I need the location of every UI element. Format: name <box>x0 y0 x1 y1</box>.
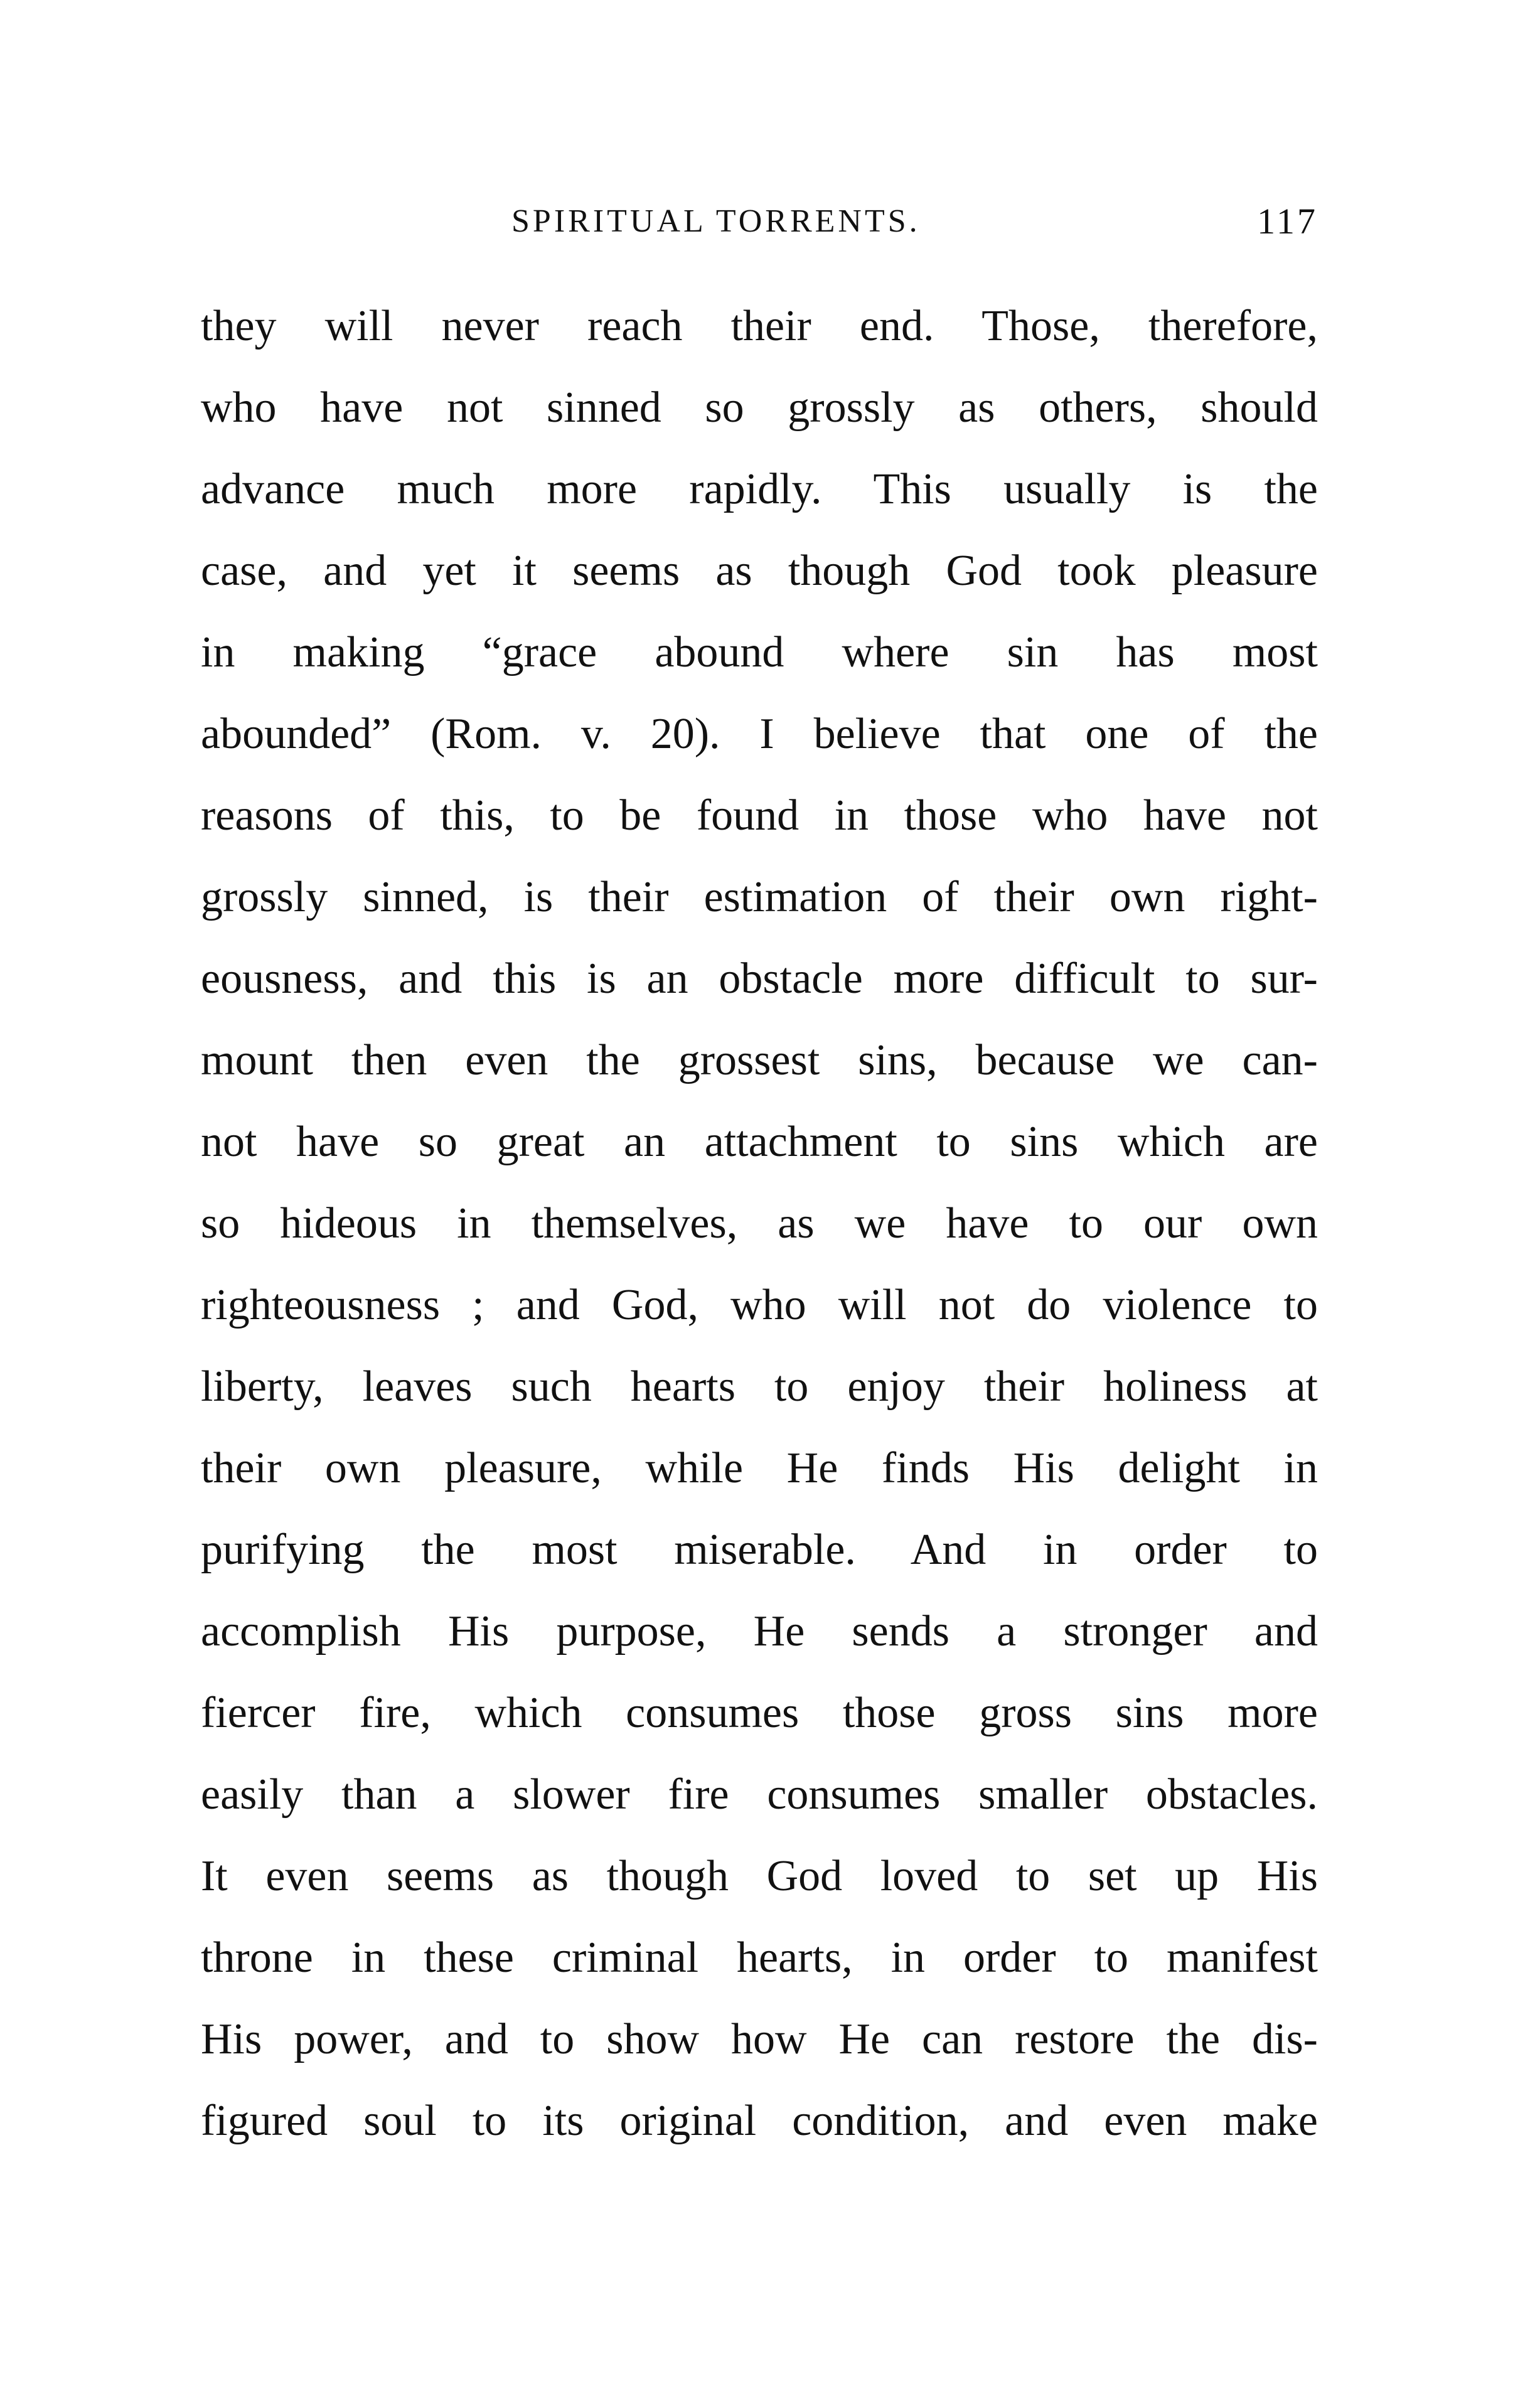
text-line: case, and yet it seems as though God took pleasure <box>201 547 1318 595</box>
text-line: liberty, leaves such hearts to enjoy their holiness at <box>201 1362 1318 1411</box>
text-line: reasons of this, to be found in those who have not <box>201 791 1318 840</box>
text-line: fiercer fire, which consumes those gross sins more <box>201 1689 1318 1737</box>
text-line: purifying the most miserable. And in order to <box>201 1526 1318 1574</box>
text-line: grossly sinned, is their estimation of their own right- <box>201 873 1318 921</box>
page-number: 117 <box>1257 201 1318 242</box>
text-line: who have not sinned so grossly as others, should <box>201 383 1318 432</box>
text-line: easily than a slower fire consumes smaller obstacles. <box>201 1770 1318 1819</box>
text-line: accomplish His purpose, He sends a stronger and <box>201 1607 1318 1656</box>
text-line: in making “grace abound where sin has most <box>201 628 1318 677</box>
body-text <box>201 286 1318 2162</box>
text-line: figured soul to its original condition, and even make <box>201 2097 1318 2145</box>
text-line: abounded” (Rom. v. 20). I believe that one of the <box>201 710 1318 758</box>
text-line: eousness, and this is an obstacle more difficult to sur- <box>201 955 1318 1003</box>
text-line: It even seems as though God loved to set up His <box>201 1852 1318 1900</box>
text-line: mount then even the grossest sins, because we can- <box>201 1036 1318 1084</box>
text-line: His power, and to show how He can restore the dis- <box>201 2015 1318 2063</box>
running-title: SPIRITUAL TORRENTS. <box>511 203 921 239</box>
text-line: their own pleasure, while He finds His delight in <box>201 1444 1318 1492</box>
running-header <box>201 200 1318 243</box>
text-line: righteousness ; and God, who will not do violence to <box>201 1281 1318 1329</box>
text-line: they will never reach their end. Those, therefore, <box>201 302 1318 350</box>
text-line: so hideous in themselves, as we have to our own <box>201 1199 1318 1248</box>
text-line: advance much more rapidly. This usually is the <box>201 465 1318 513</box>
text-line: not have so great an attachment to sins which are <box>201 1118 1318 1166</box>
text-line: throne in these criminal hearts, in order to manifest <box>201 1934 1318 1982</box>
